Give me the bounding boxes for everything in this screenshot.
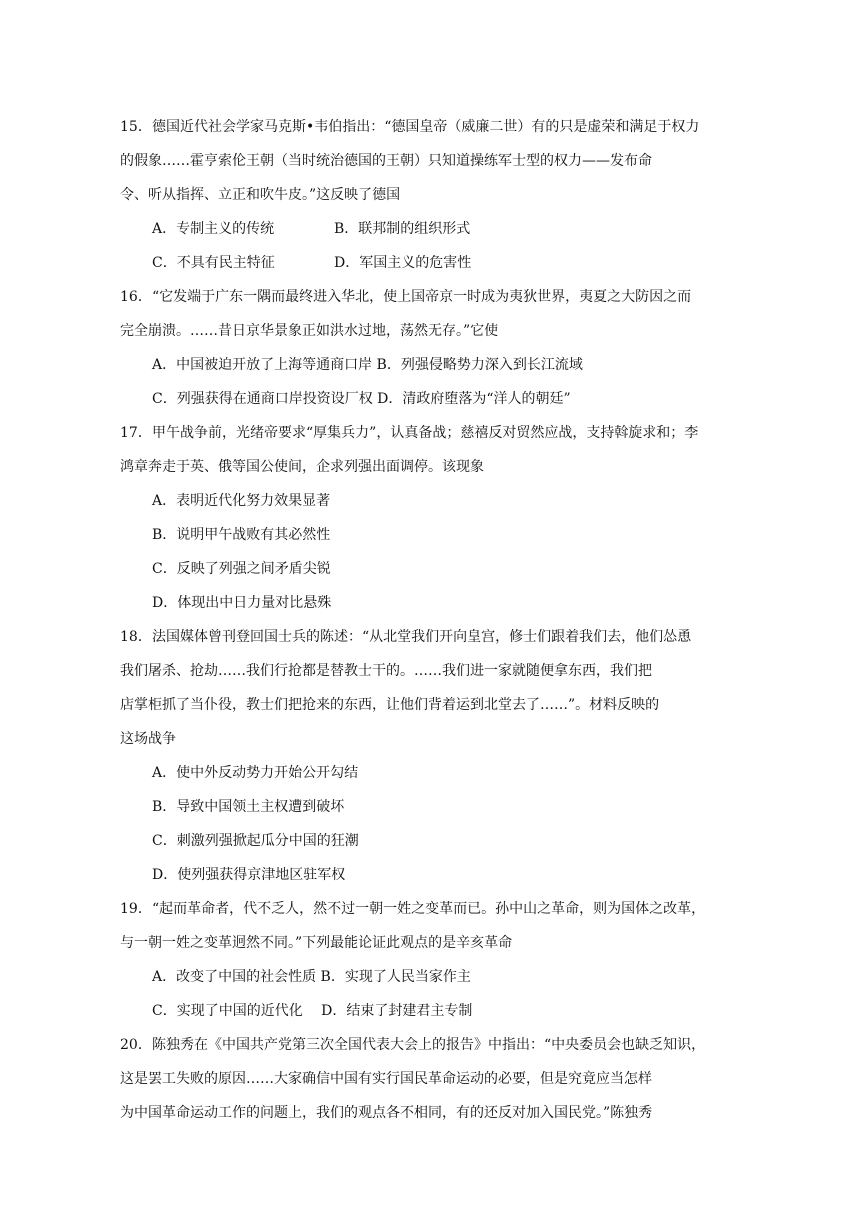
question-15 bbox=[120, 110, 760, 280]
question-stem-line bbox=[88, 892, 760, 926]
stem-text: “起而革命者，代不乏人，然不过一朝一姓之变革而已。孙中山之革命，则为国体之改革， bbox=[152, 901, 706, 917]
stem-text: 法国媒体曾刊登回国士兵的陈述：“从北堂我们开向皇宫，修士们跟着我们去，他们怂恿 bbox=[152, 629, 692, 645]
stem-text: “它发端于广东一隅而最终进入华北，使上国帝京一时成为夷狄世界，夷夏之大防因之而 bbox=[152, 289, 692, 305]
option-b: B．说明甲午战败有其必然性 bbox=[152, 527, 331, 543]
option-row bbox=[120, 212, 760, 246]
question-16 bbox=[120, 280, 760, 416]
question-19 bbox=[120, 892, 760, 1028]
option-row-ab: A．改变了中国的社会性质 B．实现了人民当家作主 bbox=[152, 969, 471, 985]
option-a: A．专制主义的传统 bbox=[152, 221, 275, 237]
stem-text: 德国近代社会学家马克斯•韦伯指出：“德国皇帝（威廉二世）有的只是虚荣和满足于权力 bbox=[152, 119, 700, 135]
question-stem-line bbox=[88, 416, 760, 450]
question-stem-line bbox=[88, 1028, 760, 1062]
question-stem-line: 的假象……霍亨索伦王朝（当时统治德国的王朝）只知道操练军士型的权力——发布命 bbox=[120, 153, 652, 169]
question-stem-line: 鸿章奔走于英、俄等国公使间，企求列强出面调停。该现象 bbox=[120, 459, 484, 475]
option-b: B．联邦制的组织形式 bbox=[334, 221, 471, 237]
question-number: 20． bbox=[120, 1037, 152, 1053]
question-17 bbox=[120, 416, 760, 620]
question-stem-line: 令、听从指挥、立正和吹牛皮。”这反映了德国 bbox=[120, 187, 401, 203]
question-stem-line: 完全崩溃。……昔日京华景象正如洪水过地，荡然无存。”它使 bbox=[120, 323, 499, 339]
option-d: D．体现出中日力量对比悬殊 bbox=[152, 595, 332, 611]
option-b: B．导致中国领土主权遭到破坏 bbox=[152, 799, 345, 815]
question-18 bbox=[120, 620, 760, 892]
option-c: C．刺激列强掀起瓜分中国的狂潮 bbox=[152, 833, 359, 849]
question-20 bbox=[120, 1028, 760, 1130]
question-stem-line: 这场战争 bbox=[120, 731, 176, 747]
option-d: D．使列强获得京津地区驻军权 bbox=[152, 867, 346, 883]
question-stem-line: 为中国革命运动工作的问题上，我们的观点各不相同，有的还反对加入国民党。”陈独秀 bbox=[120, 1105, 653, 1121]
option-row-cd: C．列强获得在通商口岸投资设厂权 D．清政府堕落为“洋人的朝廷” bbox=[152, 391, 571, 407]
option-row bbox=[120, 246, 760, 280]
option-a: A．使中外反动势力开始公开勾结 bbox=[152, 765, 359, 781]
option-c: C．不具有民主特征 bbox=[152, 255, 275, 271]
question-stem-line: 这是罢工失败的原因……大家确信中国有实行国民革命运动的必要，但是究竟应当怎样 bbox=[120, 1071, 652, 1087]
question-number: 19． bbox=[120, 901, 152, 917]
option-c: C．反映了列强之间矛盾尖锐 bbox=[152, 561, 331, 577]
question-number: 15． bbox=[120, 119, 152, 135]
question-list bbox=[120, 110, 760, 1130]
question-stem-line: 与一朝一姓之变革迥然不同。”下列最能论证此观点的是辛亥革命 bbox=[120, 935, 513, 951]
question-stem-line: 我们屠杀、抢劫……我们行抢都是替教士干的。……我们进一家就随便拿东西，我们把 bbox=[120, 663, 652, 679]
option-row-ab: A．中国被迫开放了上海等通商口岸 B．列强侵略势力深入到长江流域 bbox=[152, 357, 583, 373]
question-number: 18． bbox=[120, 629, 152, 645]
question-stem-line bbox=[88, 620, 760, 654]
option-a: A．表明近代化努力效果显著 bbox=[152, 493, 331, 509]
question-stem-line bbox=[88, 110, 760, 144]
question-number: 17． bbox=[120, 425, 152, 441]
option-d: D．军国主义的危害性 bbox=[334, 255, 472, 271]
question-stem-line bbox=[88, 280, 760, 314]
stem-text: 甲午战争前，光绪帝要求“厚集兵力”，认真备战；慈禧反对贸然应战，支持斡旋求和；李 bbox=[152, 425, 699, 441]
stem-text: 陈独秀在《中国共产党第三次全国代表大会上的报告》中指出：“中央委员会也缺乏知识， bbox=[152, 1037, 706, 1053]
question-stem-line: 店掌柜抓了当仆役，教士们把抢来的东西，让他们背着运到北堂去了……”。材料反映的 bbox=[120, 697, 660, 713]
question-number: 16． bbox=[120, 289, 152, 305]
option-row-cd: C．实现了中国的近代化 D．结束了封建君主专制 bbox=[152, 1003, 473, 1019]
